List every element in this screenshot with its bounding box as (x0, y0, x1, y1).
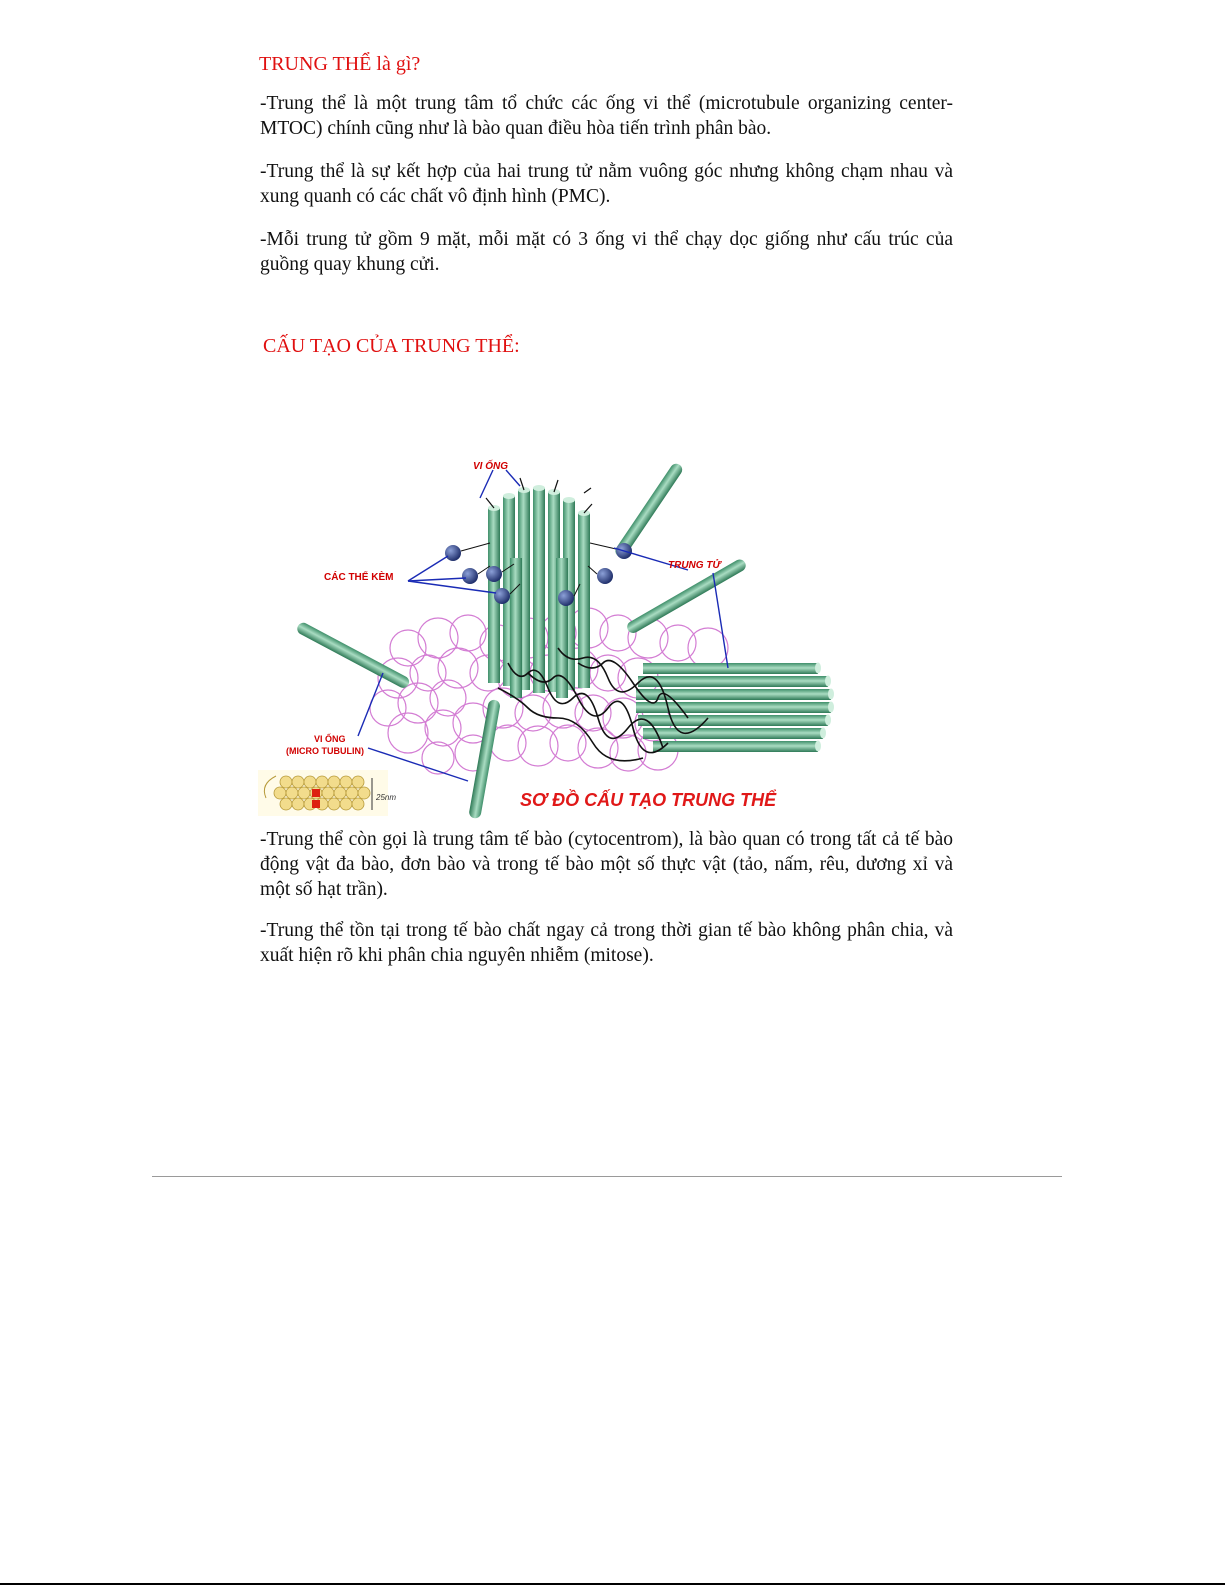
label-trung-tu: TRUNG TỬ (668, 560, 721, 571)
heading-centrosome-structure: CẤU TẠO CỦA TRUNG THỂ: (263, 335, 520, 357)
paragraph-composition: -Trung thể là sự kết hợp của hai trung tử nằm vuông góc nhưng không chạm nhau và xung quanh có các chất vô định hình (PMC). (260, 161, 953, 207)
centrosome-diagram (258, 448, 838, 824)
paragraph-mitosis: -Trung thể tồn tại trong tế bào chất ngay cả trong thời gian tế bào không phân chia, và xuất hiện rõ khi phân chia nguyên nhiễm (mitose). (260, 920, 953, 966)
label-25nm: 25nm (376, 793, 397, 802)
label-vi-ong-bottom: VI ỐNG (314, 734, 346, 744)
paragraph-cytocentrom: -Trung thể còn gọi là trung tâm tế bào (cytocentrom), là bào quan có trong tất cả tế bào động vật đa bào, đơn bào và trong tế bào một số thực vật (tảo, nấm, rêu, dương xỉ và một số hạt trần). (260, 829, 953, 900)
page-divider (152, 1176, 1062, 1177)
tubulin-model (258, 770, 388, 816)
paragraph-definition: -Trung thể là một trung tâm tổ chức các ống vi thể (microtubule organizing center-MTOC) chính cũng như là bào quan điều hòa tiến trình phân bào. (260, 93, 953, 139)
label-vi-ong-top: VI ỐNG (473, 461, 509, 472)
centrosome-diagram-svg (258, 448, 838, 824)
paragraph-centriole-structure: -Mỗi trung tử gồm 9 mặt, mỗi mặt có 3 ống vi thể chạy dọc giống như cấu trúc của guồng quay khung cửi. (260, 229, 953, 275)
label-micro-tubulin: (MICRO TUBULIN) (286, 746, 364, 756)
horizontal-centriole (636, 663, 834, 753)
heading-what-is-centrosome: TRUNG THỂ là gì? (259, 53, 421, 75)
diagram-caption: SƠ ĐỒ CẤU TẠO TRUNG THỂ (520, 790, 777, 810)
label-cac-the-kem: CÁC THỂ KÈM (324, 572, 394, 583)
